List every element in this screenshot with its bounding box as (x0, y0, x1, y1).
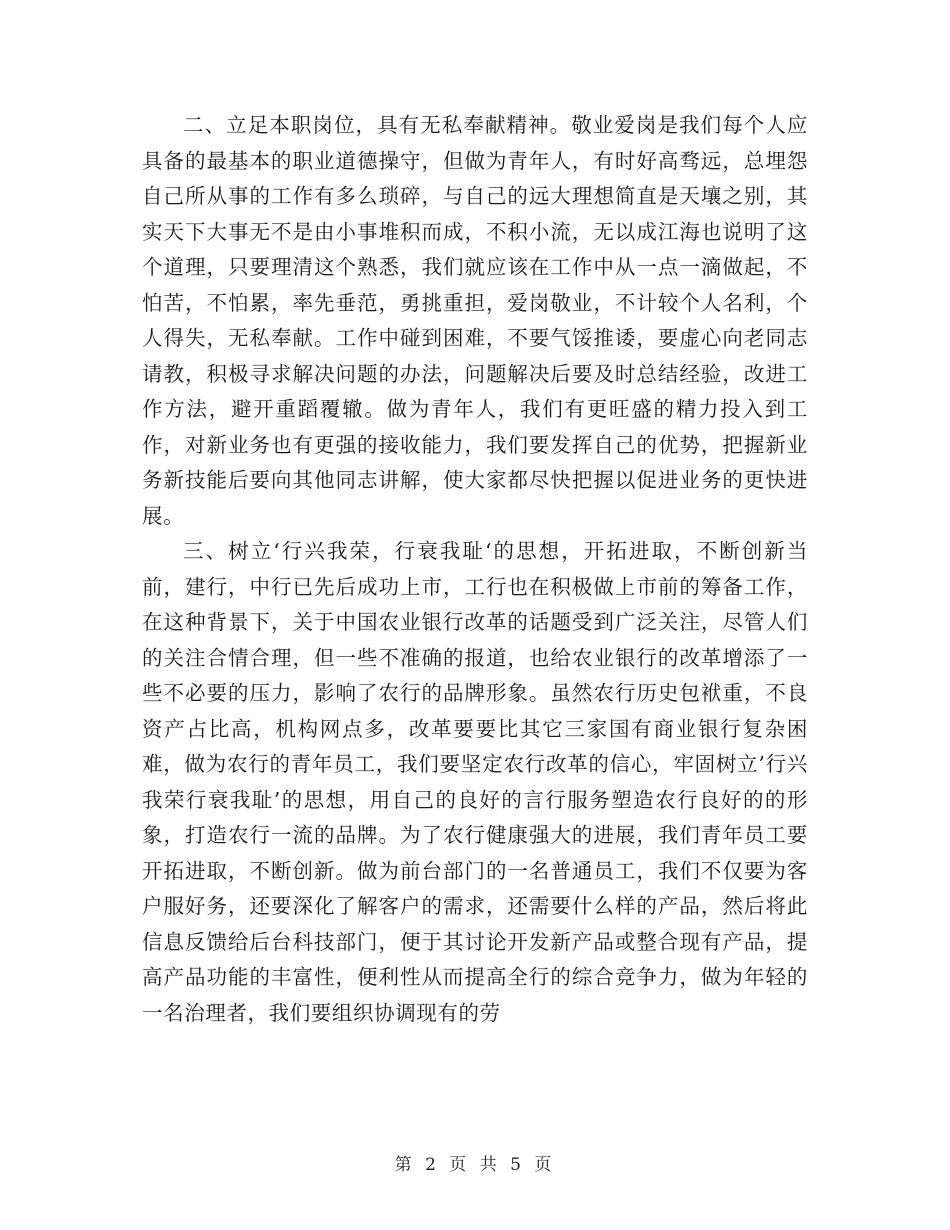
paragraph-2: 二、立足本职岗位，具有无私奉献精神。敬业爱岗是我们每个人应具备的最基本的职业道德操守，但做为青年人，有时好高骛远，总埋怨自己所从事的工作有多么琐碎，与自己的远大理想简直是天壤之别，其实天下大事无不是由小事堆积而成，不积小流，无以成江海也说明了这个道理，只要理清这个熟悉，我们就应该在工作中从一点一滴做起，不怕苦，不怕累，率先垂范，勇挑重担，爱岗敬业，不计较个人名利，个人得失，无私奉献。工作中碰到困难，不要气馁推诿，要虚心向老同志请教，积极寻求解决问题的办法，问题解决后要及时总结经验，改进工作方法，避开重蹈覆辙。做为青年人，我们有更旺盛的精力投入到工作，对新业务也有更强的接收能力，我们要发挥自己的优势，把握新业务新技能后要向其他同志讲解，使大家都尽快把握以促进业务的更快进展。 (142, 113, 808, 528)
document-body (142, 108, 808, 1031)
paragraph-3: 三、树立‘行兴我荣，行衰我耻‘的思想，开拓进取，不断创新当前，建行，中行已先后成功上市，工行也在积极做上市前的筹备工作，在这种背景下，关于中国农业银行改革的话题受到广泛关注，尽管人们的关注合情合理，但一些不准确的报道，也给农业银行的改革增添了一些不必要的压力，影响了农行的品牌形象。虽然农行历史包袱重，不良资产占比高，机构网点多，改革要要比其它三家国有商业银行复杂困难，做为农行的青年员工，我们要坚定农行改革的信心，牢固树立’行兴我荣行衰我耻’的思想，用自己的良好的言行服务塑造农行良好的的形象，打造农行一流的品牌。为了农行健康强大的进展，我们青年员工要开拓进取，不断创新。做为前台部门的一名普通员工，我们不仅要为客户服好务，还要深化了解客户的需求，还需要什么样的产品，然后将此信息反馈给后台科技部门，便于其讨论开发新产品或整合现有产品，提高产品功能的丰富性，便利性从而提高全行的综合竞争力，做为年轻的一名治理者，我们要组织协调现有的劳 (142, 539, 808, 1025)
page-number-footer: 第 2 页 共 5 页 (394, 1155, 556, 1175)
